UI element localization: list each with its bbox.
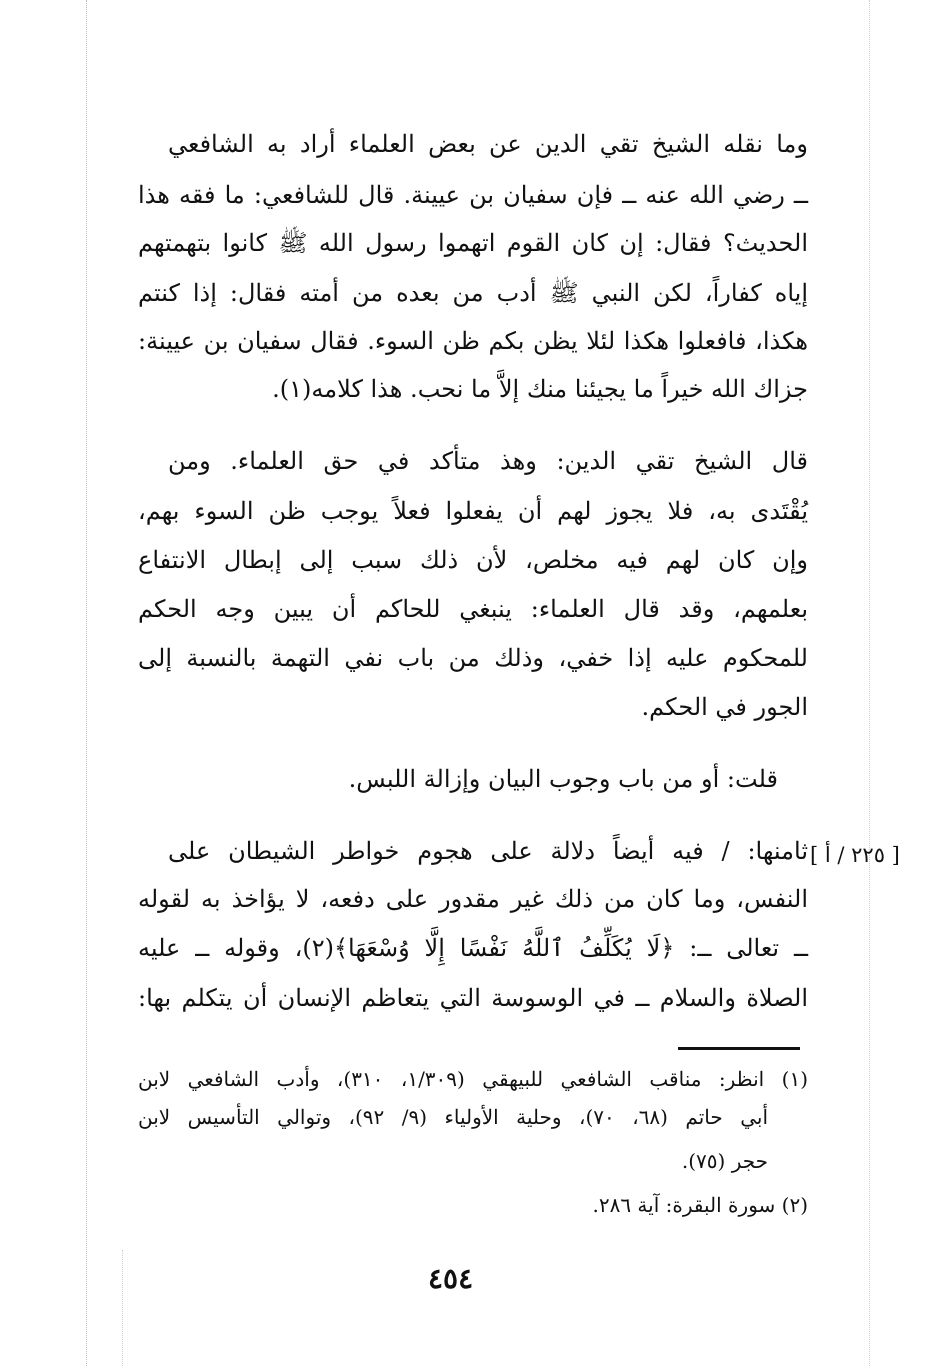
footnote-2: (٢) سورة البقرة: آية ٢٨٦. — [592, 1193, 808, 1217]
qult-line: قلت: أو من باب وجوب البيان وإزالة اللبس. — [348, 765, 778, 793]
paragraph-2-line-4: بعلمهم، وقد قال العلماء: ينبغي للحاكم أن يبين وجه الحكم — [138, 595, 809, 623]
paragraph-1-line-6: جزاك الله خيراً ما يجيئنا منك إلاَّ ما نحب. هذا كلامه(١). — [272, 375, 808, 403]
paragraph-1-line-4: إياه كفاراً، لكن النبي ﷺ أدب من بعده من أمته فقال: إذا كنتم — [138, 279, 808, 307]
paragraph-3-line-2: النفس، وما كان من ذلك غير مقدور على دفعه، لا يؤاخذ به لقوله — [138, 885, 808, 913]
paragraph-3-line-4: الصلاة والسلام ــ في الوسوسة التي يتعاظم الإنسان أن يتكلم بها: — [138, 984, 808, 1012]
paragraph-3-line-3: ــ تعالى ــ: ﴿لَا يُكَلِّفُ ٱللَّهُ نَفْسًا إِلَّا وُسْعَهَا﴾(٢)، وقوله ــ عليه — [138, 934, 809, 962]
paragraph-1-line-2: ــ رضي الله عنه ــ فإن سفيان بن عيينة. قال للشافعي: ما فقه هذا — [138, 181, 808, 209]
paragraph-2-line-5: للمحكوم عليه إذا خفي، وذلك من باب نفي التهمة بالنسبة إلى — [138, 644, 808, 672]
scan-artifact-right — [869, 0, 870, 1366]
scan-artifact-left — [86, 0, 87, 1366]
paragraph-2-line-3: وإن كان لهم فيه مخلص، لأن ذلك سبب إلى إبطال الانتفاع — [138, 546, 808, 574]
page-number: ٤٥٤ — [428, 1262, 474, 1295]
paragraph-2-line-2: يُقْتَدى به، فلا يجوز لهم أن يفعلوا فعلاً يوجب ظن السوء بهم، — [138, 497, 808, 525]
footnote-1-line-1: (١) انظر: مناقب الشافعي للبيهقي (١/٣٠٩، ٣١٠)، وأدب الشافعي لابن — [138, 1067, 809, 1091]
footnote-separator — [678, 1047, 800, 1050]
paragraph-2-line-6: الجور في الحكم. — [641, 693, 808, 721]
footnote-1-line-2: أبي حاتم (٦٨، ٧٠)، وحلية الأولياء (٩/ ٩٢)، وتوالي التأسيس لابن — [138, 1105, 769, 1129]
margin-folio-marker: [ ٢٢٥ / أ ] — [810, 843, 900, 867]
paragraph-1-line-5: هكذا، فافعلوا هكذا لئلا يظن بكم ظن السوء. فقال سفيان بن عيينة: — [138, 327, 808, 355]
paragraph-1-line-1: وما نقله الشيخ تقي الدين عن بعض العلماء أراد به الشافعي — [168, 130, 808, 158]
footnote-1-line-3: حجر (٧٥). — [681, 1149, 768, 1173]
paragraph-1-line-3: الحديث؟ فقال: إن كان القوم اتهموا رسول الله ﷺ كانوا بتهمتهم — [138, 229, 808, 257]
paragraph-3-line-1: ثامنها: / فيه أيضاً دلالة على هجوم خواطر الشيطان على — [168, 837, 808, 865]
scan-artifact-bottom — [122, 1250, 123, 1366]
paragraph-2-line-1: قال الشيخ تقي الدين: وهذ متأكد في حق العلماء. ومن — [168, 447, 808, 475]
